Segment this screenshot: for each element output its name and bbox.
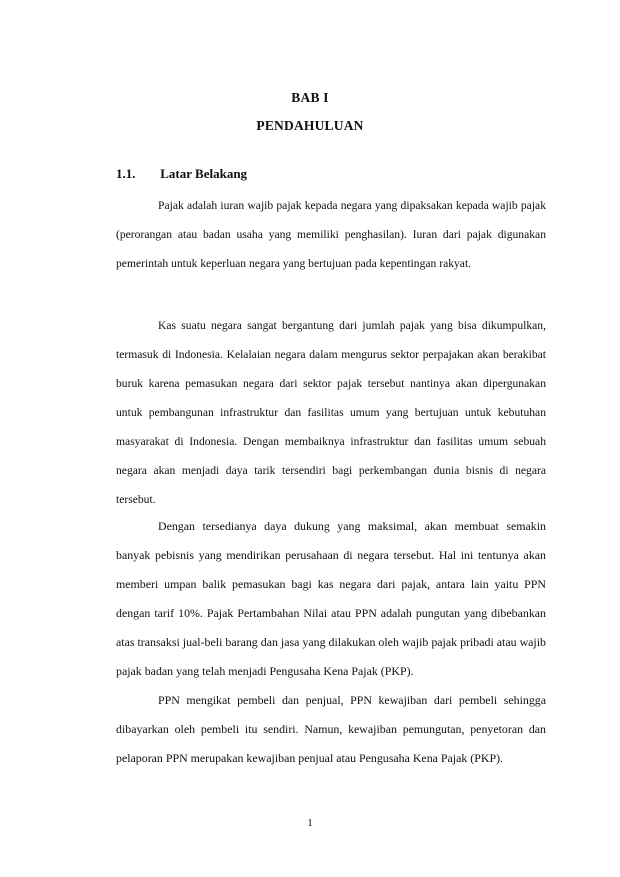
paragraph-1: Pajak adalah iuran wajib pajak kepada negara yang dipaksakan kepada wajib pajak (perorangan atau badan usaha yang memiliki penghasilan). Iuran dari pajak digunakan pemerintah untuk keperluan negara yang bertujuan pada kepentingan rakyat. xyxy=(116,199,546,270)
chapter-title: PENDAHULUAN xyxy=(256,118,364,133)
section-heading xyxy=(116,166,247,182)
page-number: 1 xyxy=(307,817,313,829)
section-number: 1.1. xyxy=(116,166,136,181)
paragraph-3: Dengan tersedianya daya dukung yang maksimal, akan membuat semakin banyak pebisnis yang mendirikan perusahaan di negara tersebut. Hal ini tentunya akan memberi umpan balik pemasukan bagi kas negara dari pajak, antara lain yaitu PPN dengan tarif 10%. Pajak Pertambahan Nilai atau PPN adalah pungutan yang dibebankan atas transaksi jual-beli barang dan jasa yang dilakukan oleh wajib pajak pribadi atau wajib pajak badan yang telah menjadi Pengusaha Kena Pajak (PKP). xyxy=(116,519,546,678)
chapter-label: BAB I xyxy=(291,90,329,105)
paragraph-2: Kas suatu negara sangat bergantung dari jumlah pajak yang bisa dikumpulkan, termasuk di Indonesia. Kelalaian negara dalam mengurus sektor perpajakan akan berakibat buruk karena pemasukan negara dari sektor pajak tersebut nantinya akan dipergunakan untuk pembangunan infrastruktur dan fasilitas umum yang bertujuan untuk kebutuhan masyarakat di Indonesia. Dengan membaiknya infrastruktur dan fasilitas umum sebuah negara akan menjadi daya tarik tersendiri bagi perkembangan dunia bisnis di negara tersebut. xyxy=(116,319,546,506)
section-title: Latar Belakang xyxy=(160,166,248,181)
paragraph-4: PPN mengikat pembeli dan penjual, PPN kewajiban dari pembeli sehingga dibayarkan oleh pembeli itu sendiri. Namun, kewajiban pemungutan, penyetoran dan pelaporan PPN merupakan kewajiban penjual atau Pengusaha Kena Pajak (PKP). xyxy=(116,693,546,765)
